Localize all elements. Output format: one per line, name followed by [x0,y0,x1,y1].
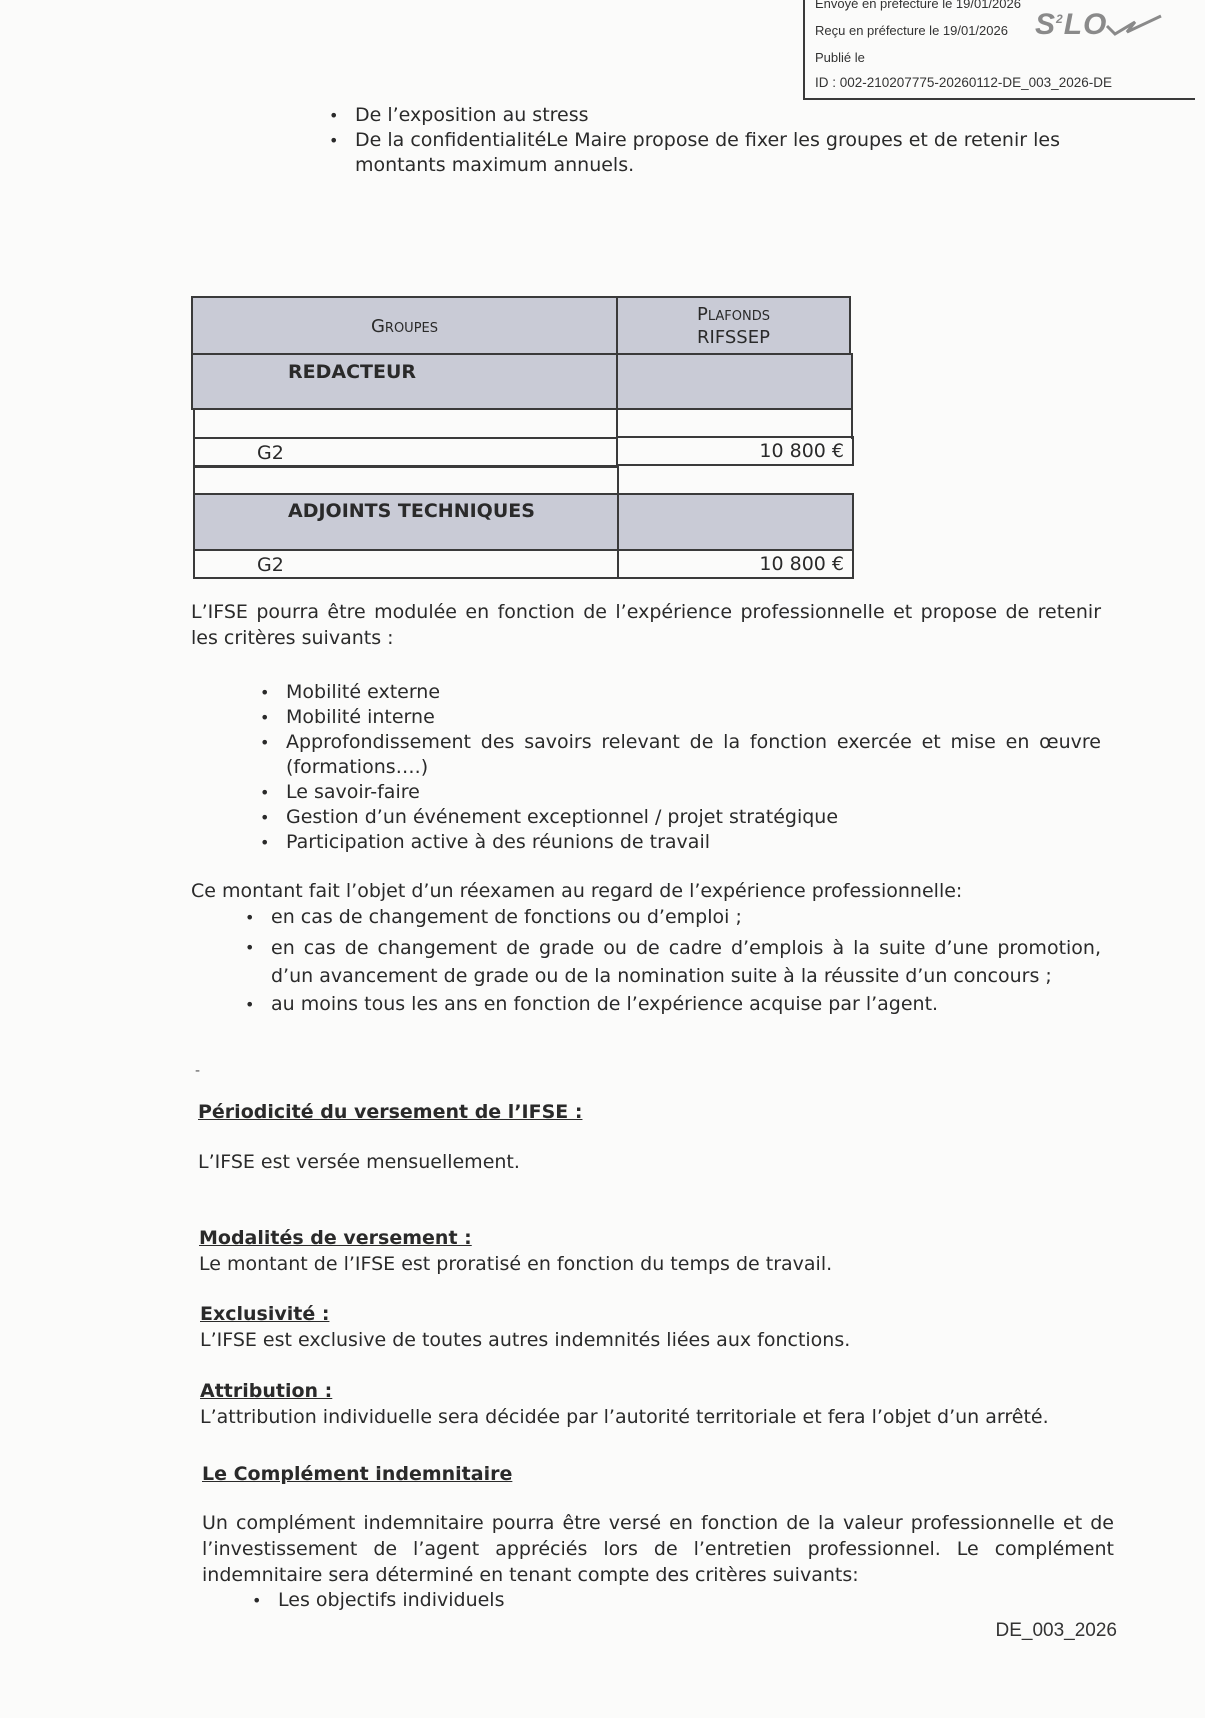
table-empty-cell [616,353,853,410]
complement-list [250,1588,1050,1613]
attribution-heading: Attribution : [200,1380,333,1402]
table-empty-cell [617,493,854,551]
reexamen-list [243,905,1101,1017]
exclusivite-text: L’IFSE est exclusive de toutes autres indemnités liées aux fonctions. [200,1329,851,1351]
modalites-heading: Modalités de versement : [199,1227,472,1249]
complement-heading: Le Complément indemnitaire [202,1463,513,1485]
periodicite-text: L’IFSE est versée mensuellement. [198,1151,520,1173]
list-item: • Mobilité externe [258,680,1101,705]
document-reference: DE_003_2026 [995,1620,1117,1641]
prefecture-stamp [803,0,1195,100]
list-item: • De la confidentialitéLe Maire propose de fixer les groupes et de retenir les montants maximum annuels. [327,128,1107,178]
list-item: • Approfondissement des savoirs relevant de la fonction exercée et mise en œuvre (formations….) [258,730,1101,780]
modalites-text: Le montant de l’IFSE est proratisé en fonction du temps de travail. [199,1253,833,1275]
table-header-groupes: Groupes [191,296,618,355]
criteria-list [258,680,1101,855]
table-section-title: ADJOINTS TECHNIQUES [193,493,619,551]
table-row-amount: 10 800 € [616,436,854,466]
complement-text: Un complément indemnitaire pourra être versé en fonction de la valeur professionnelle et de l’investissement de l’agent appréciés lors de l’entretien professionnel. Le complément indemnitaire sera déterminé en tenant compte des critères suivants: [202,1512,1114,1586]
reexamen-text: Ce montant fait l’objet d’un réexamen au regard de l’expérience professionnelle: [191,880,963,902]
stamp-sent-date: Envoyé en préfecture le 19/01/2026 [815,0,1021,11]
table-section-title: REDACTEUR [191,353,618,410]
table-row: G2 [193,549,619,579]
list-item: • Le savoir-faire [258,780,1101,805]
stray-dash: - [195,1063,201,1079]
list-item: • Participation active à des réunions de travail [258,830,1101,855]
list-item: • au moins tous les ans en fonction de l’expérience acquise par l’agent. [243,992,1101,1017]
ifse-modulation-text: L’IFSE pourra être modulée en fonction de l’expérience professionnelle et propose de retenir les critères suivants : [191,601,1101,649]
list-item: • De l’exposition au stress [327,103,1107,128]
stamp-published: Publié le [815,50,865,65]
s2lo-logo: $S^2LO$ [1035,8,1108,41]
list-item: • Gestion d’un événement exceptionnel / projet stratégique [258,805,1101,830]
exclusivite-heading: Exclusivité : [200,1303,330,1325]
table-empty-cell [193,408,618,439]
table-header-plafonds: Plafonds RIFSSEP [616,296,851,355]
list-item: • en cas de changement de fonctions ou d’emploi ; [243,905,1101,930]
intro-bullet-list [327,103,1107,178]
table-empty-cell [616,408,853,439]
list-item: • Les objectifs individuels [250,1588,1050,1613]
table-row-amount: 10 800 € [617,549,854,579]
table-empty-cell [193,466,619,495]
stamp-id: ID : 002-210207775-20260112-DE_003_2026-DE [815,75,1112,90]
periodicite-heading: Périodicité du versement de l’IFSE : [198,1101,583,1123]
table-row: G2 [193,437,618,467]
list-item: • en cas de changement de grade ou de cadre d’emplois à la suite d’une promotion, d’un avancement de grade ou de la nomination suite à la réussite d’un concours ; [243,934,1101,990]
list-item: • Mobilité interne [258,705,1101,730]
attribution-text: L’attribution individuelle sera décidée par l’autorité territoriale et fera l’objet d’un arrêté. [200,1406,1049,1428]
stamp-received-date: Reçu en préfecture le 19/01/2026 [815,23,1008,38]
checkmark-logo-icon [1105,14,1165,38]
